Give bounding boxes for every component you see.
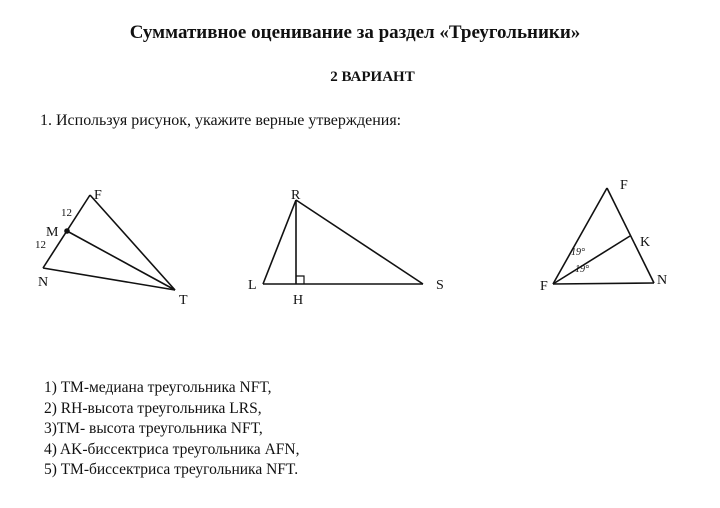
label-h: H: [293, 293, 304, 308]
label-l: L: [248, 278, 257, 293]
point-m: [65, 229, 69, 233]
option-item: 5) ТМ-биссектриса треугольника NFT.: [44, 461, 299, 479]
right-angle-mark: [296, 276, 304, 284]
option-item: 2) RH-высота треугольника LRS,: [44, 399, 262, 417]
label-f: F: [94, 188, 102, 203]
label-k: K: [640, 235, 651, 250]
bisector-segment: [553, 236, 630, 284]
label-r: R: [291, 188, 301, 203]
answer-options: [44, 378, 299, 481]
angle-bottom: 19°: [575, 264, 589, 275]
label-f-left: F: [540, 279, 548, 294]
angle-top: 19°: [571, 247, 585, 258]
measure-fm: 12: [61, 207, 72, 219]
label-f-top: F: [620, 178, 628, 193]
label-t: T: [179, 293, 188, 308]
option-item: 1) ТМ-медиана треугольника NFT,: [44, 379, 272, 396]
figure-triangle-afn: [553, 188, 654, 284]
question-text: 1. Используя рисунок, укажите верные утверждения:: [40, 112, 402, 129]
figure-triangle-lrs: [263, 200, 423, 284]
label-m: M: [46, 225, 59, 240]
variant-heading: 2 ВАРИАНТ: [330, 69, 415, 85]
measure-mn: 12: [35, 239, 46, 251]
triangle-figures: [0, 170, 720, 320]
side-bottom: [553, 283, 654, 284]
option-item: 3)ТМ- высота треугольника NFT,: [44, 420, 263, 438]
option-item: 4) AK-биссектриса треугольника AFN,: [44, 440, 300, 458]
label-n: N: [38, 275, 49, 290]
page-title: Суммативное оценивание за раздел «Треугольники»: [129, 22, 581, 43]
side-rl: [263, 200, 296, 284]
side-rs: [296, 200, 423, 284]
side-ft: [90, 195, 175, 290]
label-n-right: N: [657, 273, 668, 288]
next-question-cutoff: [40, 501, 680, 507]
label-s: S: [436, 278, 444, 293]
